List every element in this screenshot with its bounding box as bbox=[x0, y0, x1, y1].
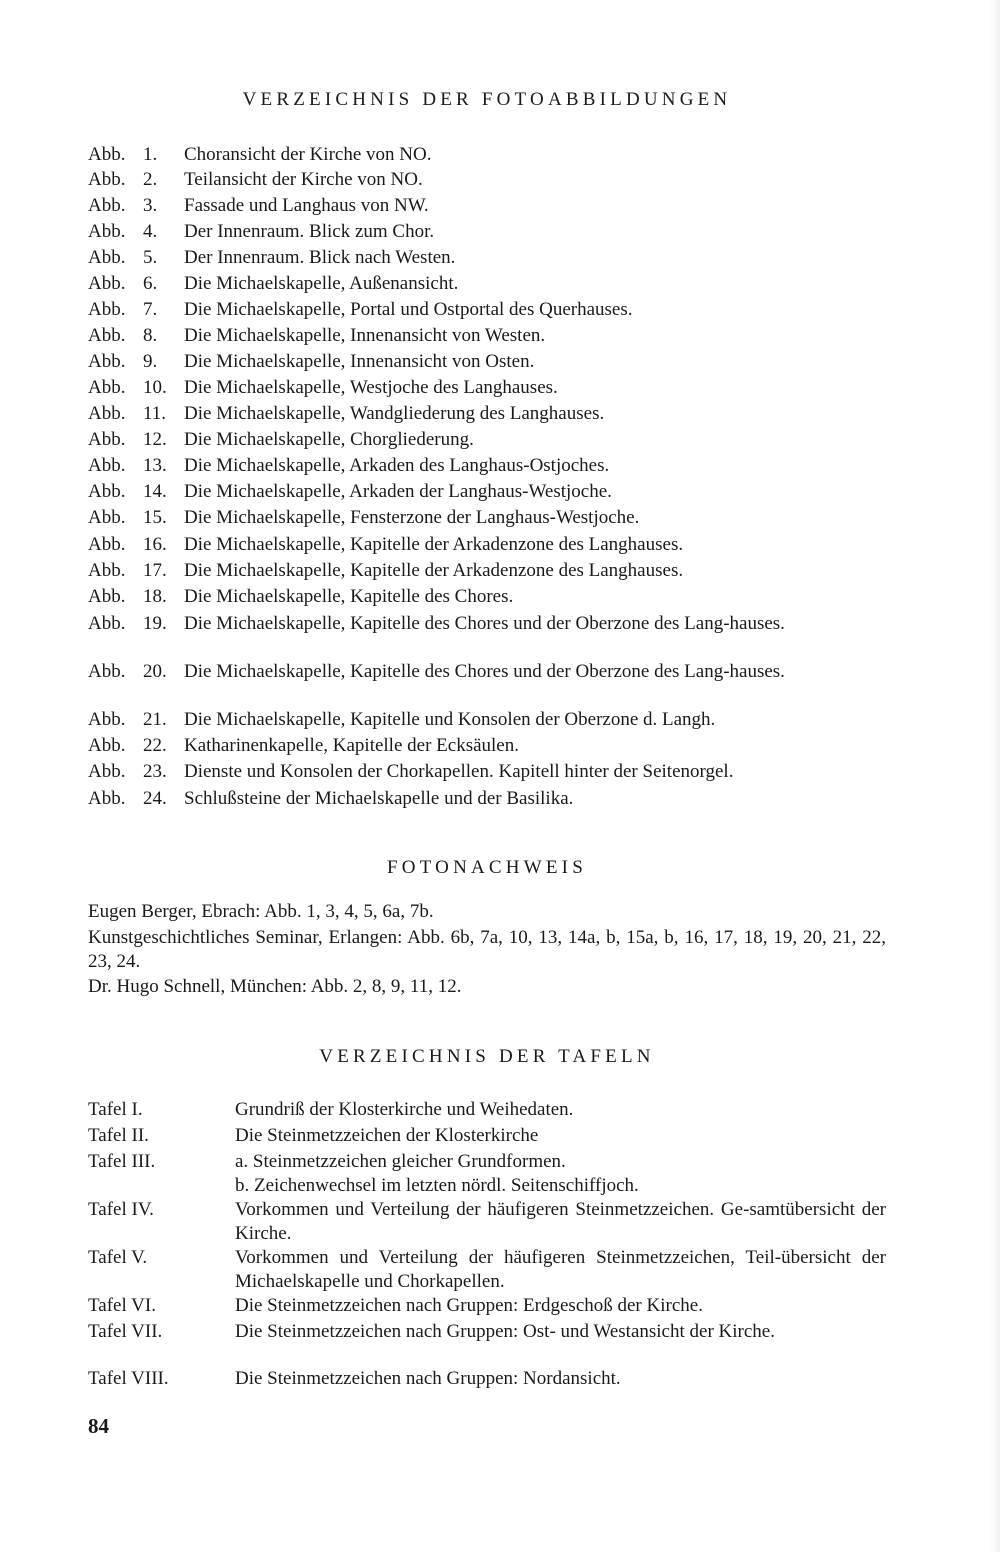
photo-number: 7. bbox=[143, 299, 158, 320]
plate-caption: Die Steinmetzzeichen nach Gruppen: Ost- und Westansicht der Kirche. bbox=[235, 1321, 775, 1342]
heading-plate-index: VERZEICHNIS DER TAFELN bbox=[319, 1046, 655, 1067]
photo-prefix: Abb. bbox=[88, 761, 126, 782]
heading-photo-index: VERZEICHNIS DER FOTOABBILDUNGEN bbox=[242, 89, 732, 110]
credit-entry: Eugen Berger, Ebrach: Abb. 1, 3, 4, 5, 6a, 7b. bbox=[88, 901, 434, 922]
plate-label: Tafel VIII. bbox=[88, 1368, 169, 1389]
plate-label: Tafel VI. bbox=[88, 1295, 156, 1316]
photo-number: 17. bbox=[143, 560, 167, 581]
photo-number: 3. bbox=[143, 195, 158, 216]
photo-prefix: Abb. bbox=[88, 403, 126, 424]
photo-number: 9. bbox=[143, 351, 158, 372]
photo-number: 6. bbox=[143, 273, 158, 294]
photo-prefix: Abb. bbox=[88, 481, 126, 502]
photo-prefix: Abb. bbox=[88, 586, 126, 607]
photo-caption: Fassade und Langhaus von NW. bbox=[184, 195, 429, 216]
plate-caption: Die Steinmetzzeichen nach Gruppen: Erdgeschoß der Kirche. bbox=[235, 1295, 703, 1316]
photo-caption: Die Michaelskapelle, Kapitelle des Chores und der Oberzone des Lang-hauses. bbox=[184, 613, 785, 634]
plate-caption-line: b. Zeichenwechsel im letzten nördl. Seitenschiffjoch. bbox=[235, 1175, 639, 1196]
photo-caption: Die Michaelskapelle, Westjoche des Langhauses. bbox=[184, 377, 558, 398]
photo-prefix: Abb. bbox=[88, 534, 126, 555]
photo-caption: Die Michaelskapelle, Arkaden des Langhaus-Ostjoches. bbox=[184, 455, 610, 476]
photo-caption: Die Michaelskapelle, Arkaden der Langhaus-Westjoche. bbox=[184, 481, 612, 502]
photo-number: 16. bbox=[143, 534, 167, 555]
photo-number: 14. bbox=[143, 481, 167, 502]
photo-caption: Dienste und Konsolen der Chorkapellen. Kapitell hinter der Seitenorgel. bbox=[184, 761, 734, 782]
photo-prefix: Abb. bbox=[88, 455, 126, 476]
photo-caption: Die Michaelskapelle, Chorgliederung. bbox=[184, 429, 474, 450]
photo-number: 20. bbox=[143, 661, 167, 682]
photo-prefix: Abb. bbox=[88, 273, 126, 294]
photo-number: 23. bbox=[143, 761, 167, 782]
photo-prefix: Abb. bbox=[88, 325, 126, 346]
photo-caption: Der Innenraum. Blick nach Westen. bbox=[184, 247, 456, 268]
credit-entry: Kunstgeschichtliches Seminar, Erlangen: Abb. 6b, 7a, 10, 13, 14a, b, 15a, b, 16, 17, 18, 19, 20, 21, 22, 23, 24. bbox=[88, 927, 886, 972]
photo-prefix: Abb. bbox=[88, 221, 126, 242]
photo-prefix: Abb. bbox=[88, 661, 126, 682]
plate-caption: Vorkommen und Verteilung der häufigeren Steinmetzzeichen, Teil-übersicht der Michaelskapelle und Chorkapellen. bbox=[235, 1247, 886, 1292]
photo-caption: Der Innenraum. Blick zum Chor. bbox=[184, 221, 435, 242]
photo-prefix: Abb. bbox=[88, 351, 126, 372]
photo-caption: Die Michaelskapelle, Kapitelle der Arkadenzone des Langhauses. bbox=[184, 560, 684, 581]
photo-prefix: Abb. bbox=[88, 299, 126, 320]
plate-label: Tafel II. bbox=[88, 1125, 149, 1146]
plate-label: Tafel IV. bbox=[88, 1199, 154, 1220]
plate-caption bbox=[235, 1150, 886, 1198]
photo-caption: Die Michaelskapelle, Kapitelle und Konsolen der Oberzone d. Langh. bbox=[184, 709, 716, 730]
photo-caption: Die Michaelskapelle, Kapitelle des Chores und der Oberzone des Lang-hauses. bbox=[184, 661, 785, 682]
plate-caption-line: a. Steinmetzzeichen gleicher Grundformen. bbox=[235, 1151, 566, 1172]
plate-label: Tafel VII. bbox=[88, 1321, 163, 1342]
photo-number: 24. bbox=[143, 788, 167, 809]
photo-prefix: Abb. bbox=[88, 195, 126, 216]
photo-prefix: Abb. bbox=[88, 507, 126, 528]
photo-caption: Die Michaelskapelle, Wandgliederung des Langhauses. bbox=[184, 403, 605, 424]
photo-prefix: Abb. bbox=[88, 709, 126, 730]
photo-caption: Die Michaelskapelle, Innenansicht von Osten. bbox=[184, 351, 535, 372]
photo-number: 12. bbox=[143, 429, 167, 450]
photo-caption: Teilansicht der Kirche von NO. bbox=[184, 169, 423, 190]
photo-caption: Die Michaelskapelle, Fensterzone der Langhaus-Westjoche. bbox=[184, 507, 640, 528]
photo-prefix: Abb. bbox=[88, 377, 126, 398]
photo-number: 8. bbox=[143, 325, 158, 346]
heading-photo-credits: FOTONACHWEIS bbox=[387, 857, 587, 878]
photo-caption: Schlußsteine der Michaelskapelle und der Basilika. bbox=[184, 788, 574, 809]
photo-number: 22. bbox=[143, 735, 167, 756]
credit-entry: Dr. Hugo Schnell, München: Abb. 2, 8, 9, 11, 12. bbox=[88, 976, 462, 997]
plate-caption: Grundriß der Klosterkirche und Weihedaten. bbox=[235, 1099, 574, 1120]
photo-caption: Die Michaelskapelle, Kapitelle des Chores. bbox=[184, 586, 514, 607]
plate-caption: Vorkommen und Verteilung der häufigeren Steinmetzzeichen. Ge-samtübersicht der Kirche. bbox=[235, 1199, 886, 1244]
photo-number: 11. bbox=[143, 403, 167, 424]
photo-prefix: Abb. bbox=[88, 735, 126, 756]
photo-number: 2. bbox=[143, 169, 158, 190]
photo-prefix: Abb. bbox=[88, 613, 126, 634]
photo-number: 21. bbox=[143, 709, 167, 730]
plate-label: Tafel III. bbox=[88, 1151, 156, 1172]
photo-prefix: Abb. bbox=[88, 429, 126, 450]
photo-caption: Katharinenkapelle, Kapitelle der Ecksäulen. bbox=[184, 735, 519, 756]
photo-number: 4. bbox=[143, 221, 158, 242]
photo-number: 1. bbox=[143, 144, 158, 165]
photo-caption: Die Michaelskapelle, Kapitelle der Arkadenzone des Langhauses. bbox=[184, 534, 684, 555]
photo-caption: Die Michaelskapelle, Außenansicht. bbox=[184, 273, 459, 294]
photo-prefix: Abb. bbox=[88, 169, 126, 190]
photo-number: 5. bbox=[143, 247, 158, 268]
photo-number: 13. bbox=[143, 455, 167, 476]
plate-caption: Die Steinmetzzeichen der Klosterkirche bbox=[235, 1125, 539, 1146]
plate-label: Tafel V. bbox=[88, 1247, 148, 1268]
photo-number: 19. bbox=[143, 613, 167, 634]
photo-number: 18. bbox=[143, 586, 167, 607]
photo-caption: Die Michaelskapelle, Innenansicht von Westen. bbox=[184, 325, 546, 346]
page-number: 84 bbox=[88, 1414, 109, 1438]
photo-number: 15. bbox=[143, 507, 167, 528]
plate-label: Tafel I. bbox=[88, 1099, 143, 1120]
page-edge-shadow bbox=[990, 0, 1000, 1552]
photo-prefix: Abb. bbox=[88, 560, 126, 581]
photo-prefix: Abb. bbox=[88, 144, 126, 165]
photo-prefix: Abb. bbox=[88, 247, 126, 268]
plate-caption: Die Steinmetzzeichen nach Gruppen: Nordansicht. bbox=[235, 1368, 621, 1389]
photo-caption: Die Michaelskapelle, Portal und Ostportal des Querhauses. bbox=[184, 299, 633, 320]
photo-number: 10. bbox=[143, 377, 167, 398]
photo-prefix: Abb. bbox=[88, 788, 126, 809]
photo-caption: Choransicht der Kirche von NO. bbox=[184, 144, 432, 165]
